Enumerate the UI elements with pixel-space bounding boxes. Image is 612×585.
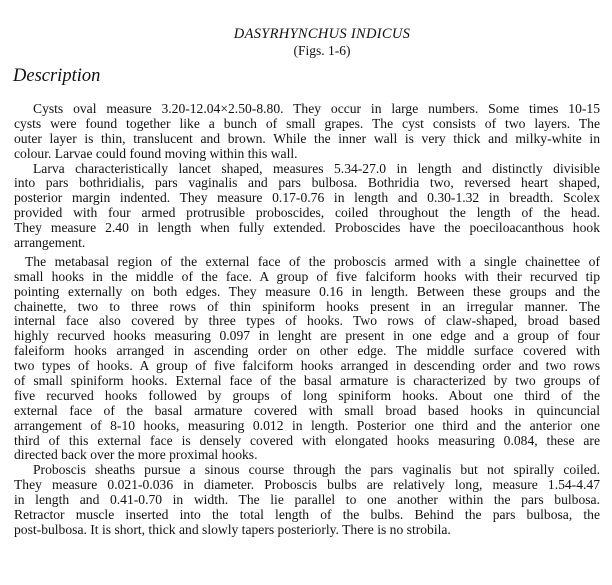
text-line: Proboscis sheaths pursue a sinous course through the pars vaginalis but not spirally coiled.	[33, 462, 600, 478]
paragraph	[14, 102, 600, 162]
paragraph	[14, 463, 600, 537]
text-line: colour. Larvae could found moving within this wall.	[14, 145, 298, 161]
text-line: pointing externally on both edges. They measure 0.16 in length. Between these groups and the	[14, 283, 600, 299]
text-line: external face of the basal armature covered with small broad based hooks in quincuncial	[14, 402, 600, 418]
section-heading: Description	[13, 66, 101, 86]
text-line: chainette, two to three rows of thin spiniform hooks present in an irregular manner. The	[14, 298, 600, 314]
text-line: cysts were found together like a bunch of small grapes. The cyst consists of two layers. The	[14, 115, 600, 131]
text-line: Larva characteristically lancet shaped, measures 5.34-27.0 in length and distinctly divisible	[33, 160, 600, 176]
text-line: internal face also covered by three types of hooks. Two rows of claw-shaped, broad based	[14, 313, 600, 329]
text-line: They measure 0.021-0.036 in diameter. Proboscis bulbs are relatively long, measure 1.54-4.47	[14, 477, 600, 493]
text-line: posterior margin indented. They measure 0.17-0.76 in length and 0.30-1.32 in breadth. Scolex	[14, 190, 600, 206]
text-line: third of this external face is densely covered with elongated hooks measuring 0.084, these are	[14, 432, 600, 448]
text-line: They measure 2.40 in length when fully extended. Proboscides have the poeciloacanthous hook	[14, 220, 600, 236]
paragraph	[14, 255, 600, 463]
text-line: outer layer is thin, translucent and brown. While the inner wall is very thick and milky-white in	[14, 130, 600, 146]
text-line: directed back over the more proximal hooks.	[14, 447, 258, 463]
text-line: post-bulbosa. It is short, thick and slowly tapers posteriorly. There is no strobila.	[14, 521, 451, 537]
species-title: DASYRHYNCHUS INDICUS	[233, 26, 411, 42]
paragraph	[14, 162, 600, 251]
text-line: in length and 0.41-0.70 in width. The lie parallel to one another within the pars bulbosa.	[14, 492, 600, 508]
text-line: small hooks in the middle of the face. A group of five falciform hooks with their recurved tip	[14, 268, 600, 284]
text-line: Retractor muscle inserted into the total length of the bulbs. Behind the pars bulbosa, the	[14, 507, 600, 523]
text-line: Cysts oval measure 3.20-12.04×2.50-8.80. They occur in large numbers. Some times 10-15	[33, 101, 600, 116]
text-line: two types of hooks. A group of five falciform hooks arranged in descending order and two rows	[14, 358, 600, 374]
text-line: faleiform hooks arranged in ascending order on other edge. The middle surface covered with	[14, 343, 600, 359]
figure-reference: (Figs. 1-6)	[293, 43, 351, 58]
text-line: The metabasal region of the external face of the proboscis armed with a single chainettee of	[25, 253, 600, 269]
text-line: arrangement.	[14, 235, 86, 251]
text-line: into pars bothridialis, pars vaginalis and pars bulbosa. Bothridia two, reversed heart shaped,	[14, 175, 600, 191]
text-line: five recurved hooks followed by groups of long spiniform hooks. About one third of the	[14, 387, 600, 403]
text-line: of small spiniform hooks. External face of the basal armature is characterized by two groups of	[14, 373, 600, 389]
text-line: provided with four armed protrusible proboscides, coiled throughout the length of the head.	[14, 205, 600, 221]
text-line: highly recurved hooks measuring 0.097 in lenght are present in one edge and a group of four	[14, 328, 600, 344]
text-line: arrangement of 8-10 hooks, measuring 0.012 in length. Posterior one third and the anterior one	[14, 417, 600, 433]
description-body	[14, 102, 600, 538]
